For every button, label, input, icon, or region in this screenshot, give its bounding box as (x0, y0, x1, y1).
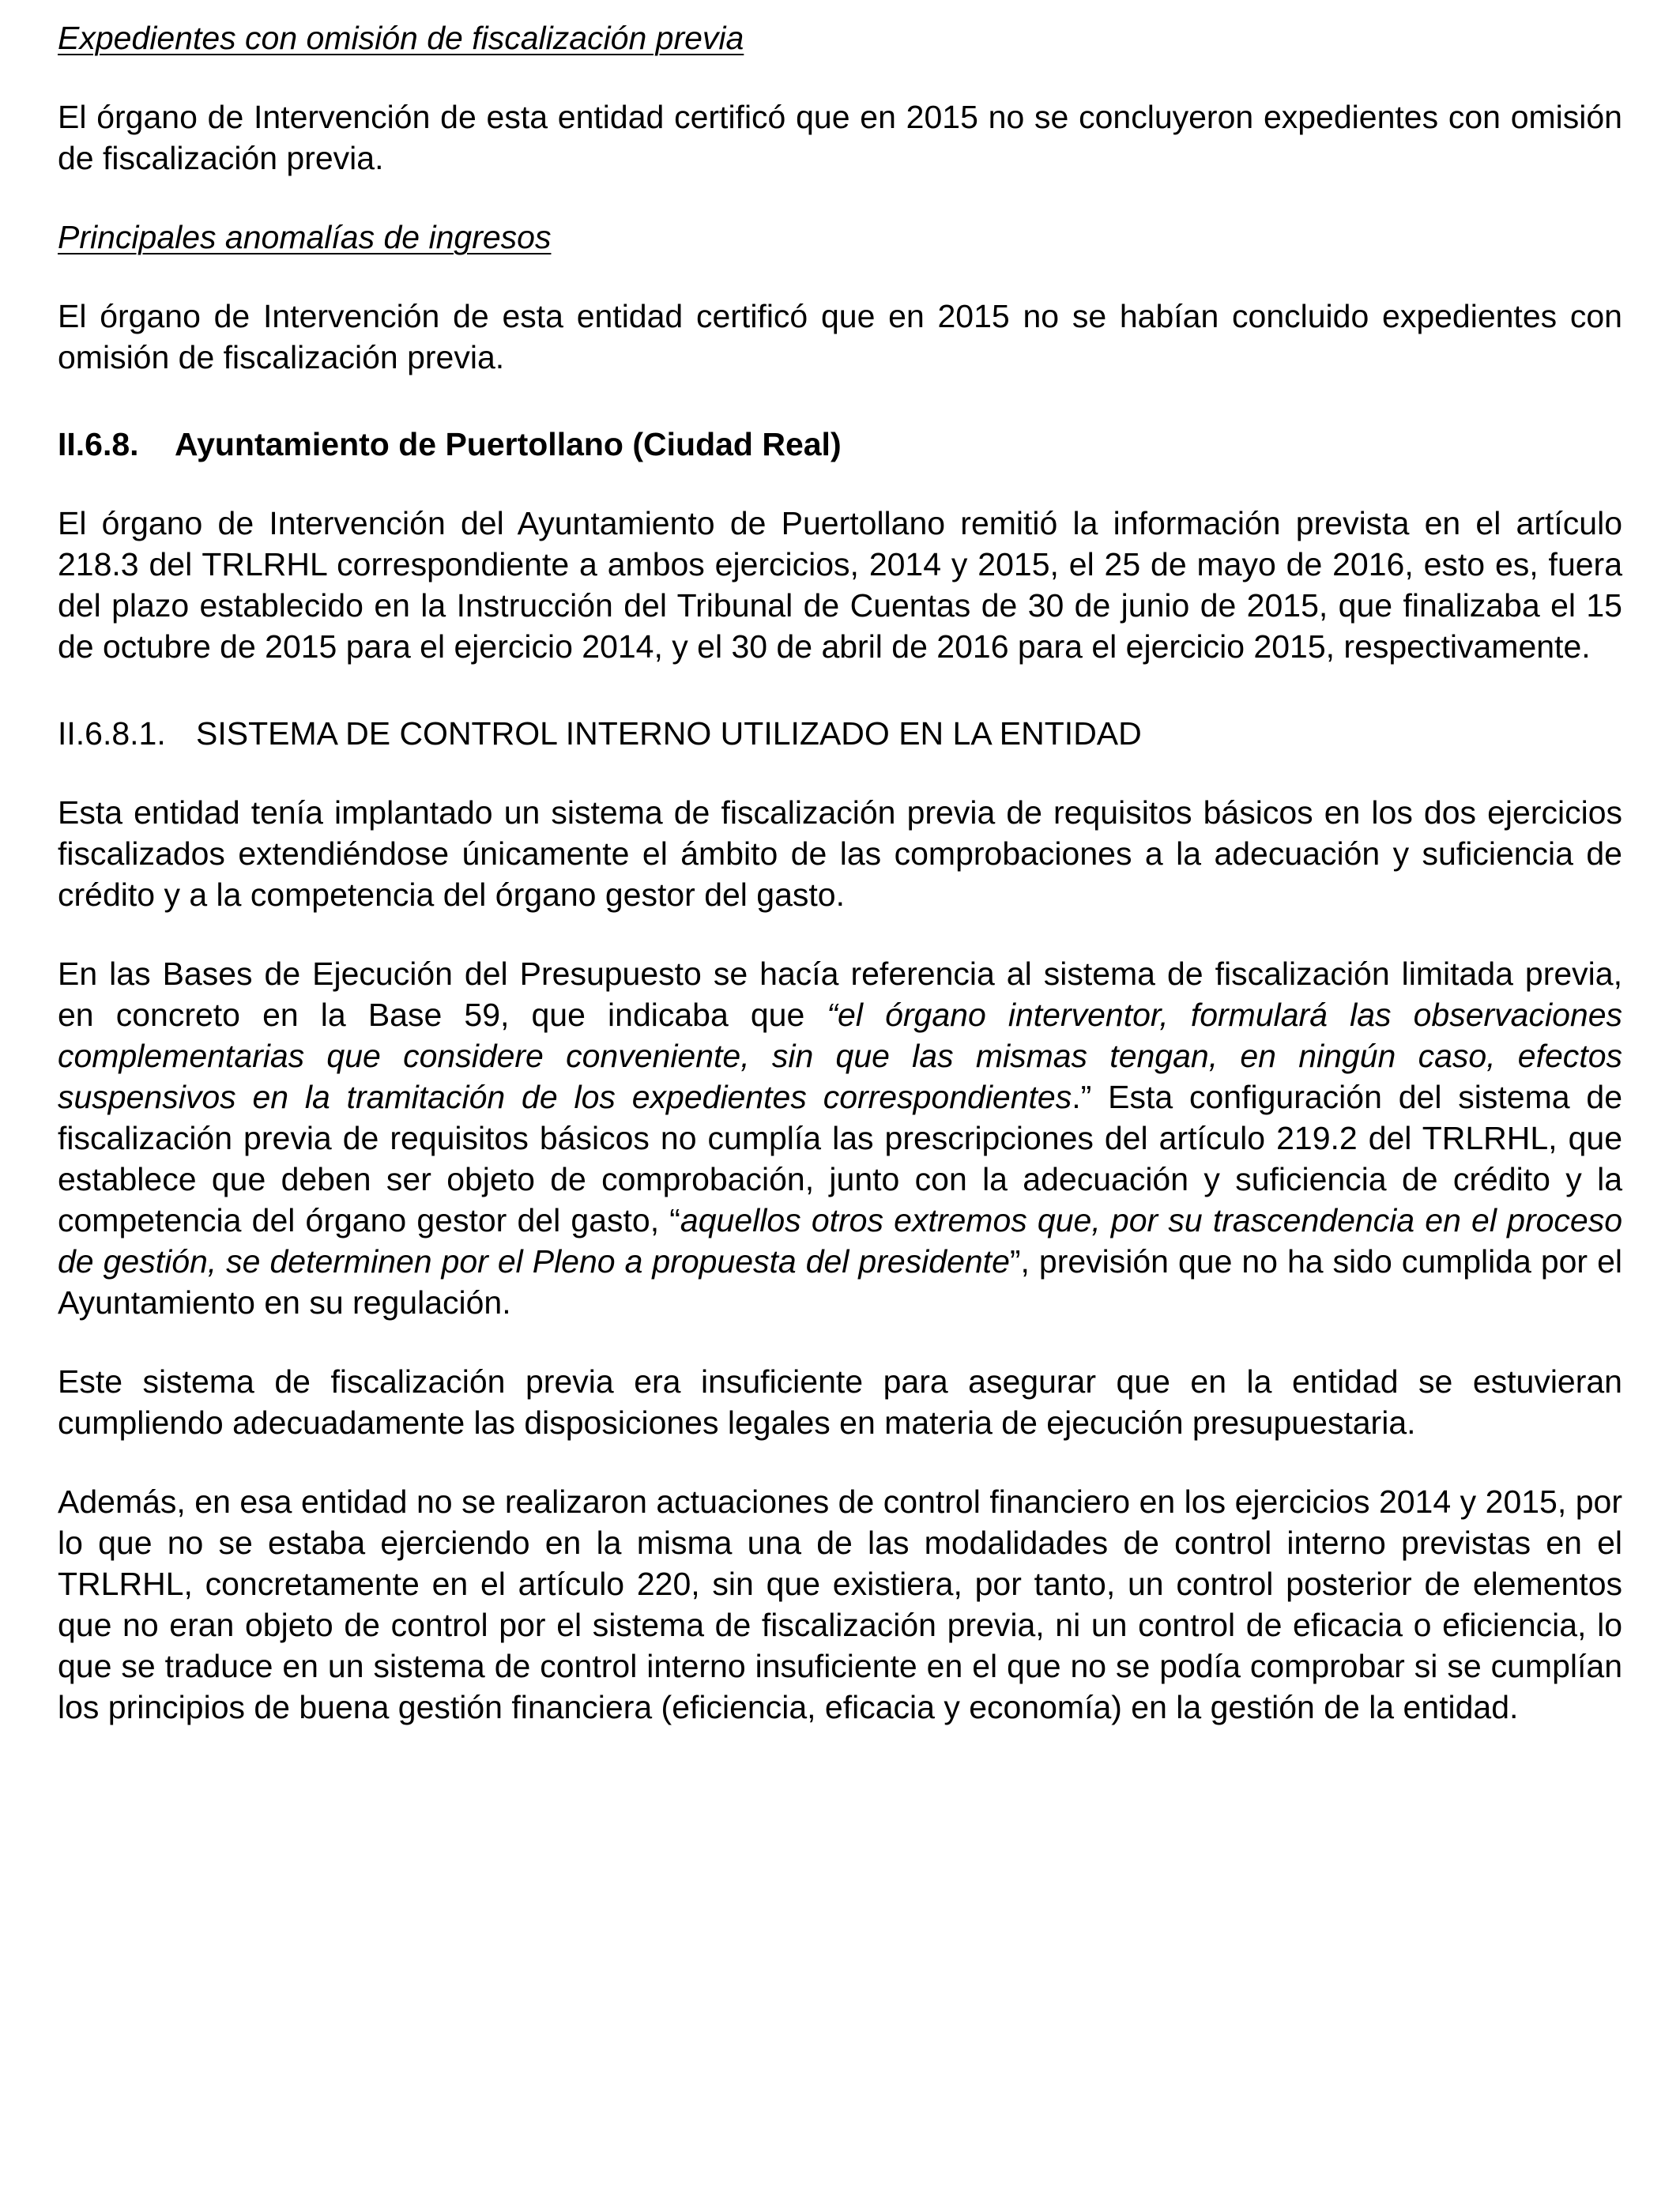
bases-text-c: ”, previsión que no ha sido cumplida por el Ayuntamiento en su regulación. (58, 1243, 1622, 1321)
paragraph-anomalias: El órgano de Intervención de esta entidad certificó que en 2015 no se habían concluido expedientes con omisión de fiscalización previa. (58, 298, 1622, 375)
subheading-anomalias-text: Principales anomalías de ingresos (58, 219, 552, 255)
section-number: II.6.8. (58, 426, 139, 462)
bases-text-a: En las Bases de Ejecución del Presupuesto se hacía referencia al sistema de fiscalización limitada previa, en concreto en la Base 59, que indicaba que (58, 956, 1622, 1033)
paragraph-control-financiero: Además, en esa entidad no se realizaron actuaciones de control financiero en los ejercicios 2014 y 2015, por lo que no se estaba ejerciendo en la misma una de las modalidades de control interno previstas en el TRLRHL, concretamente en el artículo 220, sin que existiera, por tanto, un control posterior de elementos que no eran objeto de control por el sistema de fiscalización previa, ni un control de eficacia o eficiencia, lo que se traduce en un sistema de control interno insuficiente en el que no se podía comprobar si se cumplían los principios de buena gestión financiera (eficiencia, eficacia y economía) en la gestión de la entidad. (58, 1483, 1622, 1725)
paragraph-insuficiente: Este sistema de fiscalización previa era insuficiente para asegurar que en la entidad se estuvieran cumpliendo adecuadamente las disposiciones legales en materia de ejecución presupuestaria. (58, 1363, 1622, 1441)
bases-quote-2: aquellos otros extremos que, por su trascendencia en el proceso de gestión, se determinen por el Pleno a propuesta del presidente (58, 1202, 1622, 1280)
subsection-title: SISTEMA DE CONTROL INTERNO UTILIZADO EN LA ENTIDAD (196, 715, 1142, 752)
bases-text-b: .” Esta configuración del sistema de fiscalización previa de requisitos básicos no cumplía las prescripciones del artículo 219.2 del TRLRHL, que establece que deben ser objeto de comprobación, junto con la adecuación y suficiencia de crédito y la competencia del órgano gestor del gasto, “ (58, 1079, 1622, 1238)
subheading-anomalias (58, 217, 1622, 258)
section-title: Ayuntamiento de Puertollano (Ciudad Real) (175, 426, 842, 462)
subheading-omision (58, 17, 1622, 58)
paragraph-omision: El órgano de Intervención de esta entidad certificó que en 2015 no se concluyeron expedientes con omisión de fiscalización previa. (58, 99, 1622, 176)
paragraph-bases-ejecucion (58, 953, 1622, 1323)
subheading-omision-text: Expedientes con omisión de fiscalización previa (58, 20, 744, 56)
document-page (58, 17, 1622, 1728)
bases-quote-1: “el órgano interventor, formulará las observaciones complementarias que considere conveniente, sin que las mismas tengan, en ningún caso, efectos suspensivos en la tramitación de los expedientes correspondientes (58, 997, 1623, 1115)
paragraph-sistema: Esta entidad tenía implantado un sistema de fiscalización previa de requisitos básicos en los dos ejercicios fiscalizados extendiéndose únicamente el ámbito de las comprobaciones a la adecuación y suficiencia de crédito y a la competencia del órgano gestor del gasto. (58, 794, 1622, 913)
section-heading (58, 424, 1622, 465)
paragraph-remision: El órgano de Intervención del Ayuntamiento de Puertollano remitió la información prevista en el artículo 218.3 del TRLRHL correspondiente a ambos ejercicios, 2014 y 2015, el 25 de mayo de 2016, esto es, fuera del plazo establecido en la Instrucción del Tribunal de Cuentas de 30 de junio de 2015, que finalizaba el 15 de octubre de 2015 para el ejercicio 2014, y el 30 de abril de 2016 para el ejercicio 2015, respectivamente. (58, 505, 1622, 665)
subsection-number: II.6.8.1. (58, 715, 166, 752)
subsection-heading (58, 713, 1622, 754)
